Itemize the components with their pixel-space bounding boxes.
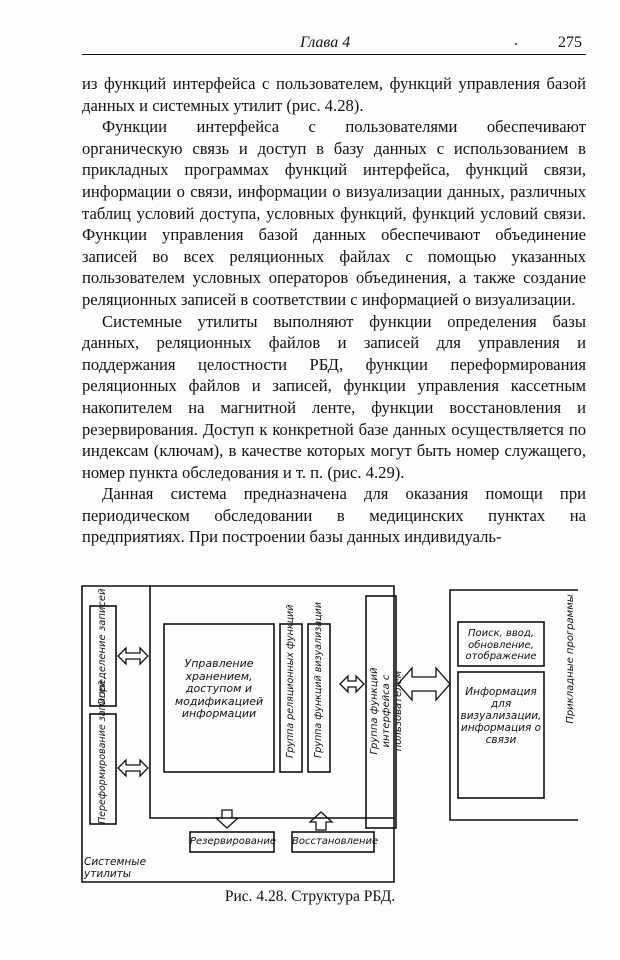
- running-header: [82, 30, 586, 55]
- arrow-reformation: [118, 760, 148, 776]
- storage-label: Управление хранением, доступом и модификацией информации: [174, 657, 264, 720]
- paragraph-system-utilities: Системные утилиты выполняют функции определения базы данных, реляционных файлов и записей для управления и поддержания целостности РБД, функции переформирования реляционных файлов и записей, функции управления кассетным накопителем на магнитной ленте, функции восстановления и резервирования. Доступ к конкретной базе данных осуществляется по индексам (ключам), в качестве которых могут быть номер служащего, номер пункта обследования и т. п. (рис. 4.29).: [82, 311, 586, 482]
- arrow-down-backup: [216, 810, 238, 828]
- reformation-label: Переформирование записей: [97, 680, 108, 824]
- chapter-title: Глава 4: [300, 34, 351, 51]
- header-dot: .: [514, 32, 518, 49]
- paragraph-continuation: из функций интерфейса с пользователем, функций управления базой данных и системных утилит (рис. 4.28).: [82, 74, 586, 115]
- system-utilities-label: Системные утилиты: [84, 856, 147, 880]
- paragraph-system-purpose: Данная система предназначена для оказания помощи при периодическом обследовании в медицинских пунктах на предприятиях. При построении базы данных индивидуаль-: [82, 484, 586, 547]
- search-label: Поиск, ввод, обновление, отображение: [465, 628, 537, 662]
- arrow-interface-applied: [398, 668, 450, 700]
- visualization-label: Группа функций визуализации: [313, 602, 324, 758]
- backup-label: Резервирование: [190, 836, 277, 847]
- paragraph-interface-functions: Функции интерфейса с пользователями обеспечивают органическую связь и доступ в базу данных с использованием в прикладных программах функций интерфейса, функций связи, информации о связи, информации о визуализации данных, различных таблиц условий доступа, условных функций, функций условий связи. Функции управления базой данных обеспечивают объединение записей во всех реляционных файлах с помощью указанных пользователем условных операторов объединения, а также создание реляционных записей в соответствии с информацией о визуализации.: [82, 117, 586, 309]
- arrow-up-restore: [310, 812, 332, 830]
- rdb-structure-diagram: [60, 576, 620, 906]
- interface-label: Группа функций интерфейса с пользователем: [369, 667, 404, 755]
- info-label: Информация для визуализации, информация о связи: [460, 686, 542, 746]
- arrow-dbms-interface: [340, 676, 364, 692]
- figure-caption: Рис. 4.28. Структура РБД.: [224, 888, 396, 905]
- relational-label: Группа реляционных функций: [285, 604, 296, 758]
- restore-label: Восстановление: [292, 836, 379, 847]
- arrow-definition: [118, 648, 148, 664]
- applied-programs-label: Прикладные программы: [565, 594, 576, 724]
- definition-label: Определение записей: [97, 588, 108, 706]
- body-text: [82, 73, 586, 548]
- page-number: 275: [558, 34, 582, 51]
